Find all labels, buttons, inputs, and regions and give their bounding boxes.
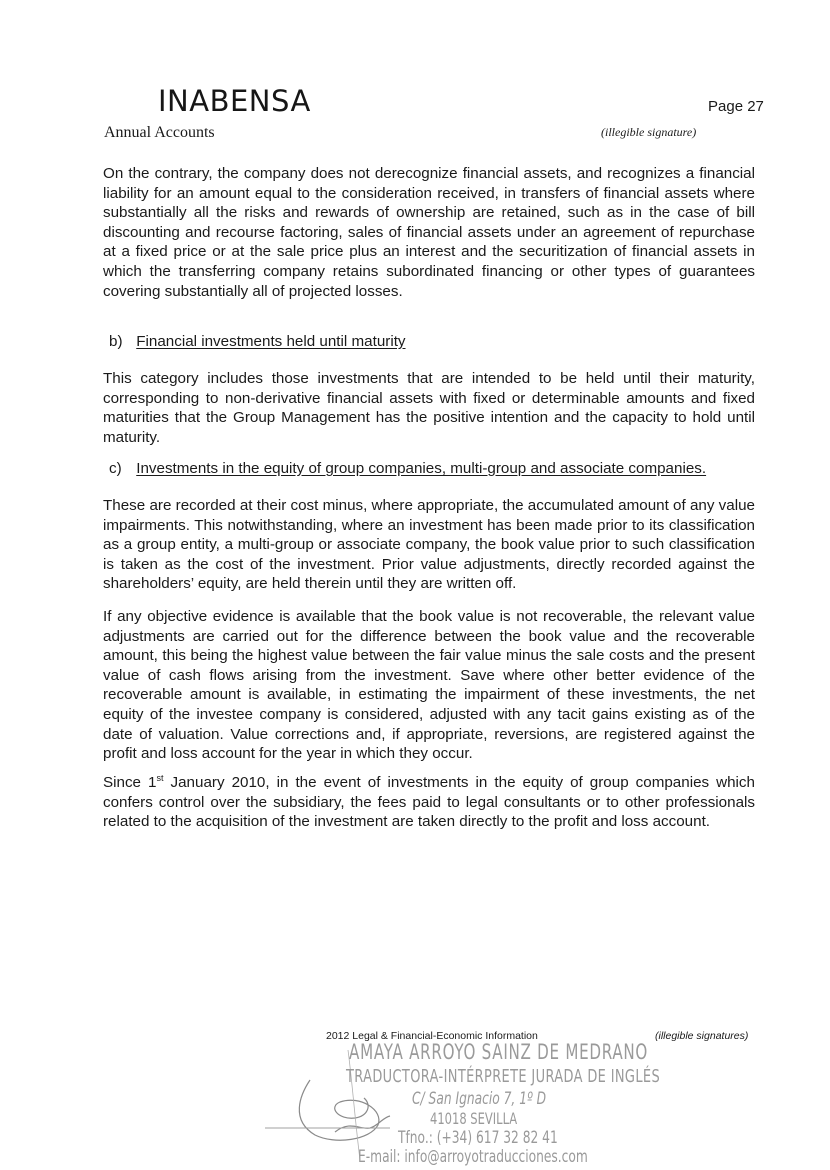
heading-b (109, 332, 406, 352)
stamp-title: TRADUCTORA-INTÉRPRETE JURADA DE INGLÉS (346, 1066, 661, 1087)
paragraph-c3 (103, 773, 755, 832)
paragraph-c1: These are recorded at their cost minus, where appropriate, the accumulated amount of any value impairments. This notwithstanding, where an investment has been made prior to its classification as a group entity, a multi-group or associate company, the book value prior to such classification is taken as the cost of the investment. Prior value adjustments, directly recorded against the shareholders’ equity, are held therein until they are written off. (103, 497, 755, 593)
stamp-street: C/ San Ignacio 7, 1º D (412, 1089, 547, 1109)
stamp-phone: Tfno.: (+34) 617 32 82 41 (398, 1128, 558, 1148)
footer-signatures-note: (illegible signatures) (655, 1030, 749, 1042)
company-logo: INABENSA (158, 84, 311, 118)
paragraph-c2: If any objective evidence is available that the book value is not recoverable, the relevant value adjustments are carried out for the difference between the book value and the recoverable amount, this being the highest value between the fair value minus the sale costs and the present value of cash flows arising from the investment. Save where other better evidence of the recoverable amount is available, in estimating the impairment of these investments, the net equity of the investee company is considered, adjusted with any tacit gains existing as of the date of valuation. Value corrections and, if appropriate, reversions, are registered against the profit and loss account for the year in which they occur. (103, 608, 755, 763)
stamp-name: AMAYA ARROYO SAINZ DE MEDRANO (349, 1040, 649, 1064)
ordinal-suffix: st (156, 773, 164, 783)
page-number: Page 27 (708, 98, 764, 115)
heading-c-text: Investments in the equity of group companies, multi-group and associate companies. (136, 460, 707, 477)
paragraph-intro: On the contrary, the company does not derecognize financial assets, and recognizes a financial liability for an amount equal to the consideration received, in transfers of financial assets where substantially all the risks and rewards of ownership are retained, such as in the case of bill discounting and recourse factoring, sales of financial assets under an agreement of repurchase at a fixed price or at the sale price plus an interest and the securitization of financial assets in which the transferring company retains subordinated financing or other types of guarantees covering substantially all of projected losses. (103, 165, 755, 300)
heading-c (109, 459, 706, 479)
header-signature-note: (illegible signature) (601, 125, 697, 139)
footer-info: 2012 Legal & Financial-Economic Information (326, 1030, 538, 1042)
stamp-email: E-mail: info@arroyotraducciones.com (358, 1147, 588, 1167)
stamp-city: 41018 SEVILLA (430, 1109, 518, 1128)
paragraph-c3-start: Since 1 (103, 774, 157, 791)
translator-stamp (260, 1040, 661, 1167)
heading-b-label: b) (109, 333, 123, 350)
paragraph-b: This category includes those investments that are intended to be held until their maturity, corresponding to non-derivative financial assets with fixed or determinable amounts and fixed maturities that the Group Management has the positive intention and the capacity to hold until maturity. (103, 370, 755, 446)
document-section-title: Annual Accounts (104, 124, 215, 141)
paragraph-c3-end: January 2010, in the event of investments in the equity of group companies which confers control over the subsidiary, the fees paid to legal consultants or to other professionals related to the acquisition of the investment are taken directly to the profit and loss account. (103, 774, 755, 831)
heading-b-text: Financial investments held until maturity (136, 333, 406, 350)
heading-c-label: c) (109, 460, 122, 477)
